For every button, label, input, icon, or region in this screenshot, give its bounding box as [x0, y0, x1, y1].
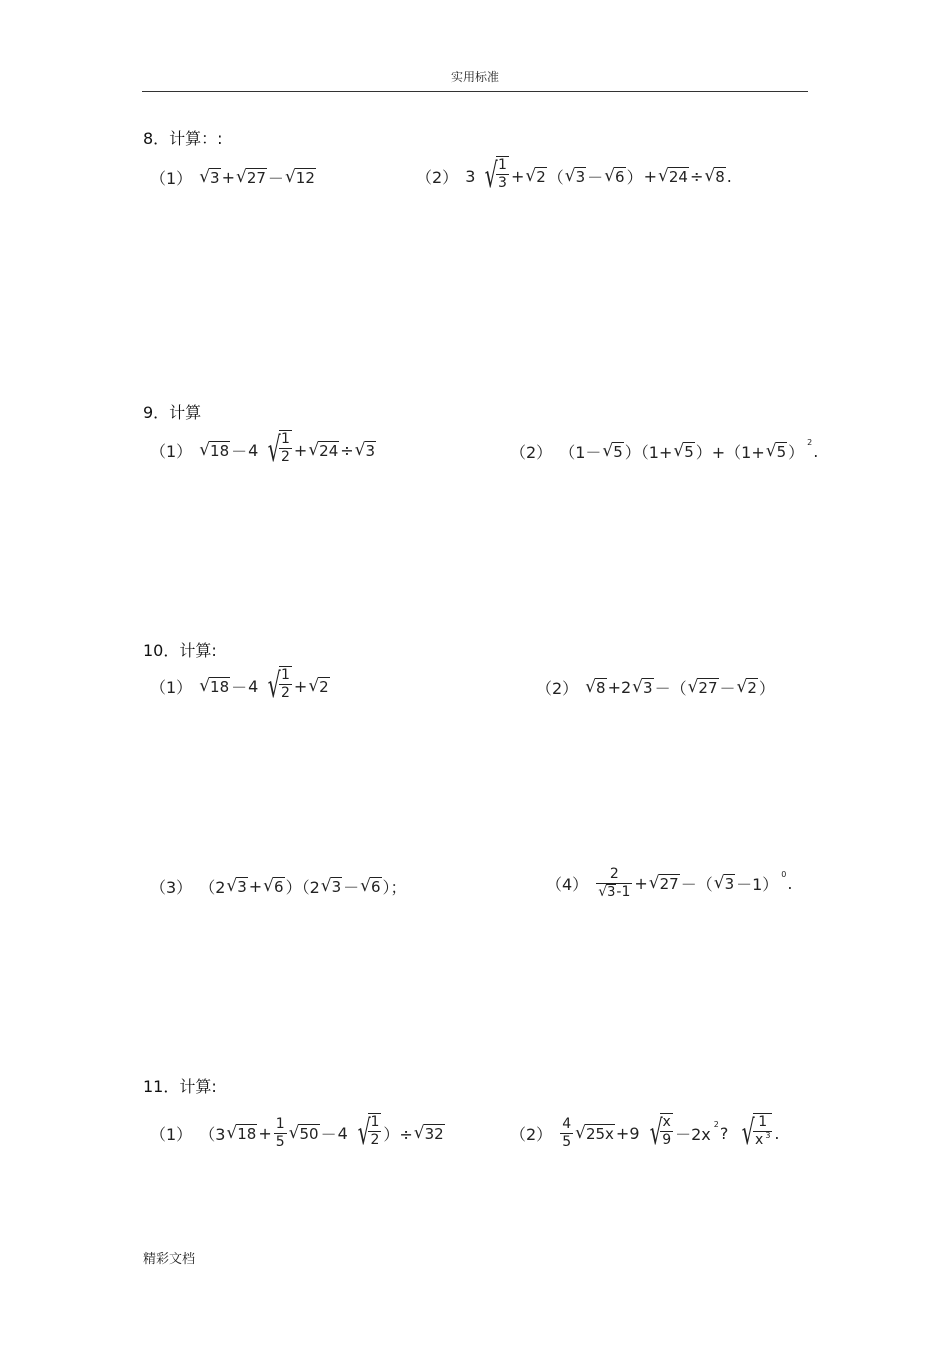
radical-icon: √	[585, 677, 597, 697]
radical-icon: √	[308, 675, 320, 696]
page-footer: 精彩文档	[143, 1252, 196, 1267]
radical-icon: √	[226, 1122, 238, 1143]
radical-icon: √	[267, 430, 281, 470]
sqrt-fraction: √ $\frac{1}{2}$	[267, 666, 290, 706]
radical-icon: √	[485, 156, 499, 196]
radical-icon: √	[598, 884, 608, 900]
sqrt-term: √ 5	[673, 441, 694, 461]
radical-icon: √	[742, 1113, 756, 1153]
radical-icon: √	[687, 677, 699, 697]
radical-icon: √	[288, 1122, 300, 1143]
radical-icon: √	[713, 873, 725, 893]
radical-icon: √	[199, 167, 211, 187]
radical-icon: √	[199, 439, 211, 460]
sqrt-term: √ 50	[288, 1122, 319, 1143]
q10-part3: （3） （2 √ 3 + √ 6 ）（2 √ 3 － √ 6 ）；	[150, 876, 407, 897]
q10-part1: （1） √ 18 － 4 √ $\frac{1}{2}$ + √ 2	[150, 666, 329, 706]
exponent: 0	[781, 870, 787, 879]
radical-icon: √	[658, 165, 669, 186]
sqrt-term: √ 3	[598, 884, 616, 900]
sqrt-term: √ 18	[199, 439, 230, 460]
radical-icon: √	[263, 876, 275, 896]
fraction: $\frac{4}{5}$	[562, 1115, 572, 1150]
radical-icon: √	[308, 439, 320, 460]
radical-icon: √	[235, 167, 247, 187]
radical-icon: √	[267, 666, 281, 706]
sqrt-term: √ 18	[226, 1122, 257, 1143]
radical-icon: √	[649, 1113, 663, 1153]
radical-icon: √	[320, 876, 332, 896]
radical-icon: √	[704, 165, 716, 186]
sqrt-term: √ 3	[564, 165, 586, 186]
radical-icon: √	[360, 876, 371, 896]
exponent: 2	[713, 1119, 719, 1129]
sqrt-term: √ 12	[284, 167, 315, 187]
sqrt-term: √ 32	[413, 1122, 444, 1143]
radical-icon: √	[525, 165, 537, 186]
radical-icon: √	[602, 441, 614, 461]
radical-icon: √	[632, 677, 644, 697]
page-header: 实用标准	[450, 70, 499, 84]
sqrt-term: √ 6	[604, 165, 625, 186]
radical-icon: √	[357, 1113, 371, 1153]
part-label: （1）	[150, 677, 193, 697]
sqrt-fraction: √ $\frac{x}{9}$	[649, 1113, 672, 1153]
q8-part2: （2） 3 √ $\frac{1}{3}$ + √ 2 （ √ 3 － √ 6 ） + √ 24 ÷ √ 8 .	[416, 156, 732, 196]
sqrt-term: √ 2	[308, 675, 329, 696]
radical-icon: √	[765, 441, 777, 461]
radical-icon: √	[226, 876, 238, 896]
header-divider	[142, 91, 808, 92]
sqrt-term: √ 3	[354, 439, 376, 460]
sqrt-term: √ 27	[235, 167, 266, 187]
part-label: （2）	[416, 167, 459, 187]
q10-part2: （2） √ 8 +2 √ 3 －（ √ 27 － √ 2 ）	[536, 677, 775, 698]
radical-icon: √	[354, 439, 366, 460]
sqrt-fraction: √ $\frac{1}{2}$	[267, 430, 290, 470]
radical-icon: √	[604, 165, 616, 186]
radical-icon: √	[413, 1122, 425, 1143]
sqrt-term: √ 6	[263, 876, 284, 896]
q10-part4: （4） 2 √ 3 -1 + √ 27 －（ √ 3 －1） 0 .	[546, 866, 793, 900]
sqrt-term: √ 24	[308, 439, 339, 460]
q9-part1: （1） √ 18 － 4 √ $\frac{1}{2}$ + √ 24 ÷ √ 3	[150, 430, 376, 470]
part-label: （3）	[150, 878, 193, 897]
q8-title: 8．计算：:	[143, 129, 223, 148]
sqrt-term: √ 3	[226, 876, 247, 896]
q10-title: 10．计算:	[143, 641, 217, 660]
sqrt-term: √ 5	[602, 441, 623, 461]
sqrt-term: √ 6	[360, 876, 381, 896]
q9-part2: （2） （1－ √ 5 ）（1+ √ 5 ）+（1+ √ 5 ） 2 .	[510, 438, 819, 462]
sqrt-term: √ 3	[632, 677, 653, 697]
q8-part1: （1） √ 3 + √ 27 － √ 12	[150, 167, 315, 188]
q9-title: 9．计算	[143, 403, 202, 422]
sqrt-term: √ 2	[525, 165, 546, 186]
sqrt-term: √ 3	[199, 167, 220, 187]
sqrt-fraction: √ $\frac{1}{x ^3}$	[742, 1113, 771, 1153]
fraction: 2 √ 3 -1	[598, 866, 631, 900]
sqrt-term: √ 8	[585, 677, 606, 697]
sqrt-term: √ 25x	[575, 1122, 614, 1143]
radical-icon: √	[648, 873, 660, 893]
fraction: $\frac{1}{5}$	[275, 1115, 285, 1150]
sqrt-fraction: √ $\frac{1}{2}$	[357, 1113, 380, 1153]
exponent: 2	[807, 438, 813, 447]
radical-icon: √	[199, 675, 211, 696]
part-label: （2）	[510, 1124, 553, 1144]
sqrt-term: √ 3	[320, 876, 342, 896]
sqrt-term: √ 18	[199, 675, 230, 696]
q11-part1: （1） （3 √ 18 + $\frac{1}{5}$ √ 50 － 4 √ $\frac{1}{2}$ ）÷ √ 32	[150, 1113, 444, 1153]
radical-icon: √	[564, 165, 576, 186]
sqrt-fraction: √ $\frac{1}{3}$	[485, 156, 507, 196]
q11-part2: （2） $\frac{4}{5}$ √ 25x +9 √ $\frac{x}{9}$ －2x 2 ? √ $\frac{1}{x ^3}$ .	[510, 1113, 780, 1153]
part-label: （1）	[150, 441, 193, 461]
radical-icon: √	[284, 167, 296, 187]
sqrt-term: √ 2	[736, 677, 757, 697]
sqrt-term: √ 27	[648, 873, 679, 893]
part-label: （1）	[150, 169, 193, 188]
sqrt-term: √ 8	[704, 165, 725, 186]
sqrt-term: √ 24	[658, 165, 688, 186]
radical-icon: √	[736, 677, 748, 697]
part-label: （4）	[546, 875, 589, 894]
sqrt-term: √ 3	[713, 873, 735, 893]
radical-icon: √	[673, 441, 685, 461]
q11-title: 11．计算:	[143, 1077, 217, 1096]
sqrt-term: √ 5	[765, 441, 787, 461]
part-label: （2）	[510, 443, 553, 462]
part-label: （2）	[536, 679, 579, 698]
part-label: （1）	[150, 1124, 193, 1144]
sqrt-term: √ 27	[687, 677, 718, 697]
radical-icon: √	[575, 1122, 586, 1143]
